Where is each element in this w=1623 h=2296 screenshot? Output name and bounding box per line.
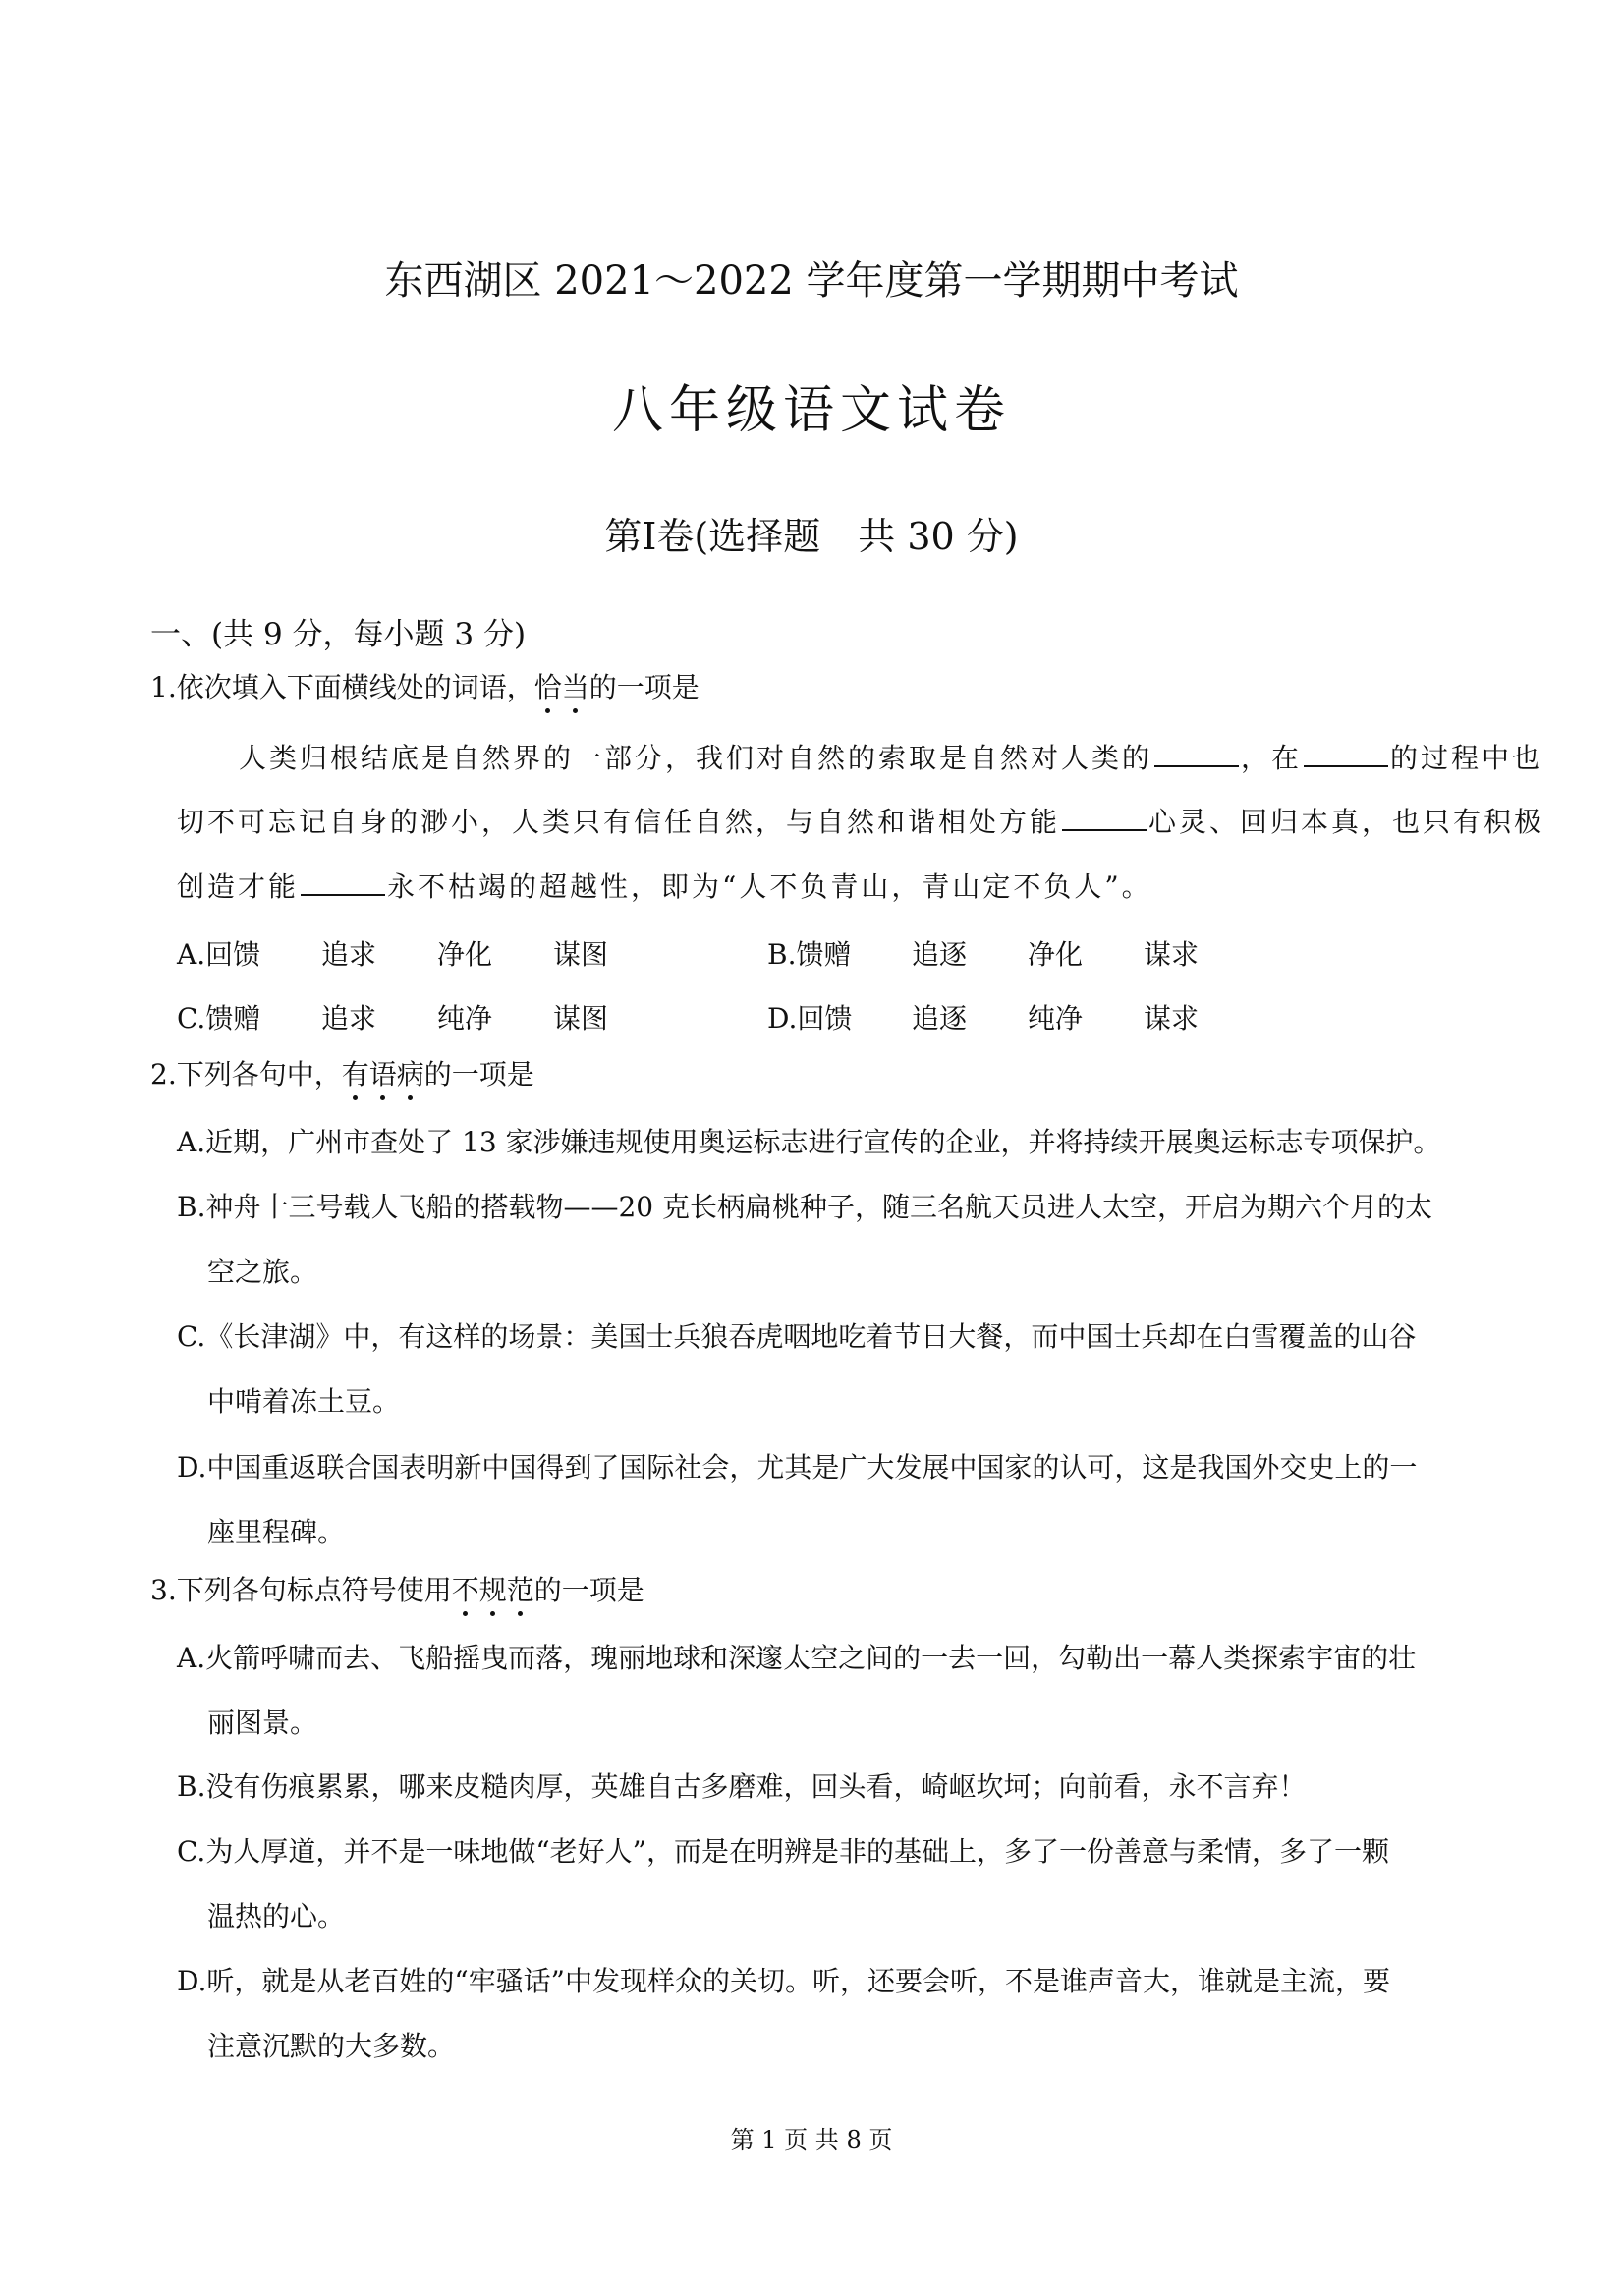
fill-blank	[1062, 806, 1147, 831]
stem-text: 3.下列各句标点符号使用	[150, 1574, 452, 1606]
stem-text: 的一项是	[588, 671, 700, 703]
q1-option-b-word: 追逐	[912, 938, 968, 971]
passage-text: 创造才能	[177, 870, 300, 903]
emphasis-char: 病	[396, 1058, 424, 1091]
volume-title: 第Ⅰ卷(选择题 共 30 分)	[604, 515, 1019, 558]
fill-blank	[1154, 742, 1239, 767]
q2-option-d: D.中国重返联合国表明新中国得到了国际社会，尤其是广大发展中国家的认可，这是我国外交史上的一	[177, 1451, 1418, 1484]
stem-text: 1.依次填入下面横线处的词语，	[150, 671, 534, 703]
q1-option-c-word: 追求	[321, 1002, 377, 1035]
q1-option-c-word: 纯净	[437, 1002, 493, 1035]
fill-blank	[301, 870, 385, 896]
stem-text: 的一项是	[423, 1058, 534, 1091]
passage-text: 心灵、回归本真，也只有积极	[1148, 806, 1545, 838]
q3-option-b: B.没有伤痕累累，哪来皮糙肉厚，英雄自古多磨难，回头看，崎岖坎坷；向前看，永不言弃！	[177, 1770, 1307, 1803]
q2-option-c: C.《长津湖》中，有这样的场景：美国士兵狼吞虎咽地吃着节日大餐，而中国士兵却在白雪覆盖的山谷	[177, 1320, 1417, 1353]
q1-option-a-word: 谋图	[553, 938, 609, 971]
q1-option-d-word: 纯净	[1028, 1002, 1084, 1035]
q3-option-a-cont: 丽图景。	[207, 1707, 318, 1739]
passage-line-3	[177, 870, 1152, 904]
q2-option-a: A.近期，广州市查处了 13 家涉嫌违规使用奥运标志进行宣传的企业，并将持续开展奥运标志专项保护。	[177, 1126, 1441, 1158]
q1-option-a-word: 追求	[321, 938, 377, 971]
emphasis-char: 恰	[533, 671, 562, 703]
passage-text: ，在	[1241, 742, 1303, 774]
stem-text: 2.下列各句中，	[150, 1058, 342, 1091]
q2-option-b: B.神舟十三号载人飞船的搭载物——20 克长柄扁桃种子，随三名航天员进人太空，开启为期六个月的太	[177, 1191, 1433, 1223]
fill-blank	[1304, 742, 1388, 767]
question-3-stem	[150, 1574, 644, 1607]
emphasis-char: 有	[341, 1058, 369, 1091]
q3-option-a: A.火箭呼啸而去、飞船摇曳而落，瑰丽地球和深邃太空之间的一去一回，勾勒出一幕人类探索宇宙的壮	[177, 1642, 1417, 1674]
q3-option-c-cont: 温热的心。	[207, 1900, 346, 1932]
emphasis-char: 不	[451, 1574, 479, 1606]
emphasis-char: 规	[478, 1574, 507, 1606]
q1-option-b-label: B.馈赠	[767, 938, 852, 971]
stem-text: 的一项是	[533, 1574, 644, 1606]
emphasis-char: 语	[368, 1058, 397, 1091]
q1-option-d-word: 追逐	[912, 1002, 968, 1035]
q3-option-d-cont: 注意沉默的大多数。	[207, 2030, 456, 2062]
question-2-stem	[150, 1058, 534, 1092]
q3-option-c: C.为人厚道，并不是一味地做“老好人”，而是在明辨是非的基础上，多了一份善意与柔情，多了一颗	[177, 1835, 1389, 1868]
passage-text: 永不枯竭的超越性，即为“人不负青山，青山定不负人”。	[387, 870, 1152, 903]
section-heading: 一、(共 9 分，每小题 3 分)	[150, 617, 527, 652]
q1-option-c-label: C.馈赠	[177, 1002, 261, 1035]
passage-line-2	[177, 806, 1544, 839]
q2-option-b-cont: 空之旅。	[207, 1256, 318, 1288]
exam-title: 东西湖区 2021～2022 学年度第一学期期中考试	[384, 258, 1239, 304]
page-footer: 第 1 页 共 8 页	[730, 2126, 893, 2154]
q1-option-c-word: 谋图	[553, 1002, 609, 1035]
q1-option-b-word: 净化	[1028, 938, 1084, 971]
q1-option-a-label: A.回馈	[177, 938, 261, 971]
emphasis-char: 当	[561, 671, 589, 703]
q1-option-b-word: 谋求	[1144, 938, 1200, 971]
passage-text: 切不可忘记自身的渺小，人类只有信任自然，与自然和谐相处方能	[177, 806, 1061, 838]
q3-option-d: D.听，就是从老百姓的“牢骚话”中发现样众的关切。听，还要会听，不是谁声音大，谁就是主流，要	[177, 1965, 1390, 1997]
emphasis-char: 范	[506, 1574, 534, 1606]
passage-text: 的过程中也	[1390, 742, 1543, 774]
q1-option-d-word: 谋求	[1144, 1002, 1200, 1035]
q1-option-d-label: D.回馈	[767, 1002, 853, 1035]
q2-option-c-cont: 中啃着冻土豆。	[207, 1385, 401, 1418]
q1-option-a-word: 净化	[437, 938, 493, 971]
q2-option-d-cont: 座里程碑。	[207, 1516, 346, 1548]
question-1-stem	[150, 671, 700, 704]
passage-line-1	[239, 742, 1542, 775]
paper-title: 八年级语文试卷	[611, 381, 1011, 440]
passage-text: 人类归根结底是自然界的一部分，我们对自然的索取是自然对人类的	[239, 742, 1153, 774]
